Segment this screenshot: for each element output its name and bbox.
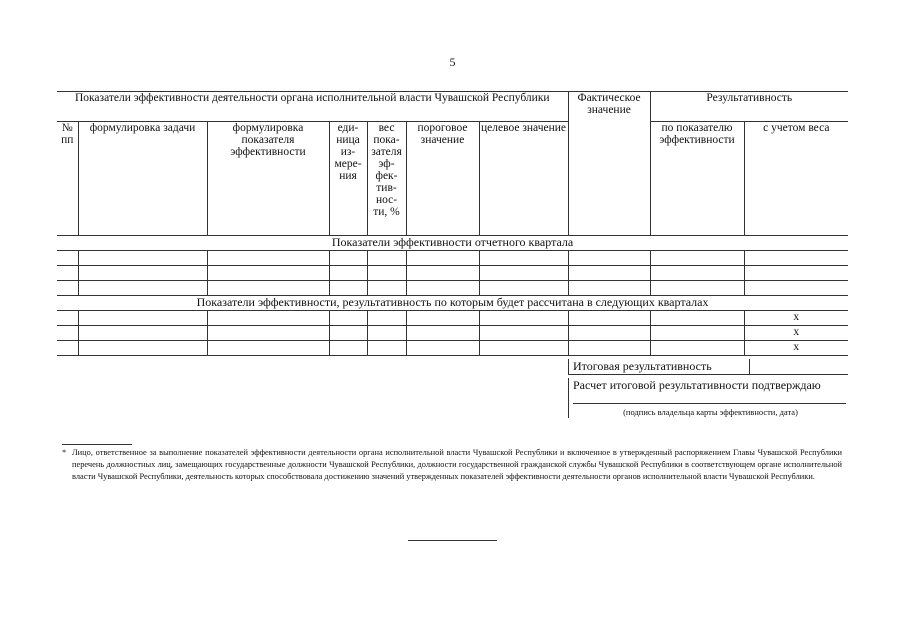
x-mark: х xyxy=(744,341,848,356)
confirm-block xyxy=(568,378,848,418)
page-number: 5 xyxy=(449,55,456,69)
total-row xyxy=(568,359,848,375)
result-header: Результативность xyxy=(650,92,848,122)
section-current-quarter: Показатели эффективности отчетного квартала xyxy=(57,236,848,251)
group-header: Показатели эффективности деятельности органа исполнительной власти Чувашской Республики xyxy=(57,92,568,122)
table-row xyxy=(57,251,848,266)
col-by-indicator-header: по показателю эффективности xyxy=(650,122,744,236)
x-mark: х xyxy=(744,311,848,326)
col-task-header: формулировка задачи xyxy=(78,122,207,236)
end-separator xyxy=(408,540,497,541)
col-target-header: целевое значение xyxy=(479,122,568,236)
col-unit-header: еди- ница из- мере- ния xyxy=(329,122,367,236)
col-num-header: № пп xyxy=(57,122,78,236)
footnote-separator xyxy=(62,444,132,445)
table-row xyxy=(57,326,848,341)
footnote-mark: * xyxy=(62,448,67,457)
col-indicator-header: формулировка показателя эффективности xyxy=(207,122,329,236)
summary-block xyxy=(568,359,848,418)
actual-value-header: Фактическое значение xyxy=(568,92,650,236)
signature-line xyxy=(573,403,846,404)
efficiency-table xyxy=(57,91,848,356)
col-threshold-header: пороговое значение xyxy=(406,122,479,236)
total-label: Итоговая результативность xyxy=(569,359,750,374)
signature-caption: (подпись владельца карты эффективности, дата) xyxy=(623,407,798,417)
col-weighted-header: с учетом веса xyxy=(744,122,848,236)
table-row xyxy=(57,341,848,356)
table-row xyxy=(57,281,848,296)
confirm-text: Расчет итоговой результативности подтверждаю xyxy=(573,378,821,392)
section-next-quarters: Показатели эффективности, результативность по которым будет рассчитана в следующих кварталах xyxy=(57,296,848,311)
table-row xyxy=(57,266,848,281)
table-row xyxy=(57,311,848,326)
footnote xyxy=(62,447,842,483)
col-weight-header: вес пока- зателя эф- фек- тив- нос- ти, % xyxy=(367,122,406,236)
x-mark: х xyxy=(744,326,848,341)
footnote-text: Лицо, ответственное за выполнение показателей эффективности деятельности органа исполнительной власти Чувашской Республики и включенное в утвержденный распоряжением Главы Чувашской Республики перечень должностных лиц, замещающих государственные должности Чувашской Республики, должности государственной гражданской службы Чувашской Республики в соответствующем органе исполнительной власти Чувашской Республики, деятельность которых способствовала достижению значений утвержденных показателей эффективности деятельности органов исполнительной власти Чувашской Республики. xyxy=(72,448,842,481)
total-value-cell xyxy=(750,359,848,374)
